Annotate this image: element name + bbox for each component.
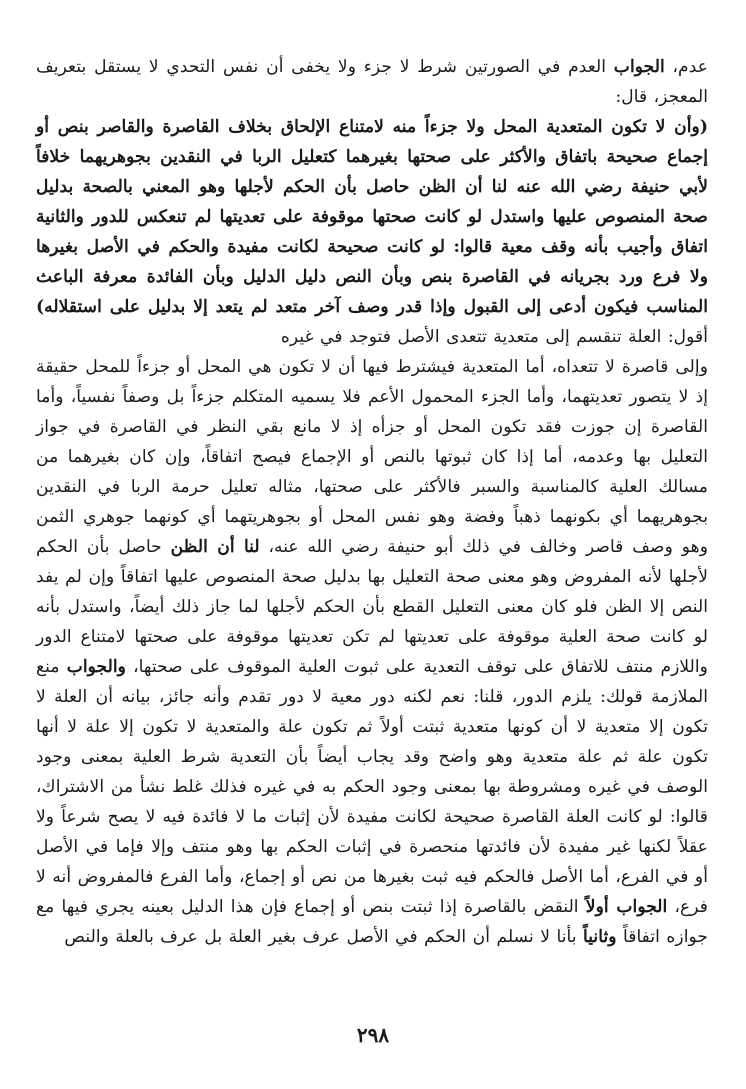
text-run: بأنا لا نسلم أن الحكم في الأصل عرف بغير العلة بل عرف بالعلة والنص: [64, 927, 583, 947]
text-run: أقول: العلة تنقسم إلى متعدية تتعدى الأصل فتوجد في غيره: [280, 327, 708, 347]
text-run: النقض بالقاصرة إذا ثبتت بنص أو إجماع فإن هذا الدليل بعينه يجري فيها مع جوازه اتفاقاً: [36, 897, 708, 947]
text-run: منع الملازمة قولك: يلزم الدور، قلنا: نعم لكنه دور معية لا دور تقدم وأنه جائز، بيانه أن العلة لا تكون إلا متعدية لا أن كونها متعدية ثبتت أولاً ثم تكون علة والمتعدية لا تكون إلا علة لا أنها تكون علة ثم علة متعدية وهو واضح وقد يجاب أيضاً بأن التعدية شرط العلية بمعنى وجود الوصف في غيره ومشروطة بها بمعنى وجود الحكم به في غيره فذلك غلط نشأ من الاشتراك، قالوا: لو كانت العلة القاصرة صحيحة لكانت مفيدة لأن إثبات ما لا فائدة فيه لا يصح شرعاً ولا عقلاً لكنها غير مفيدة لأن فائدتها منحصرة في إثبات الحكم بها وهو منتف وإلا فإما في الأصل أو في الفرع، أما الأصل فالحكم فيه ثبت بغيرها من نص أو إجماع، وأما الفرع فالمفروض أنه لا فرع،: [36, 657, 708, 917]
text-run-bold: لنا أن الظن: [170, 537, 260, 557]
text-run: عدم،: [664, 57, 708, 77]
intro-paragraph: [36, 52, 708, 112]
text-run: حاصل بأن الحكم لأجلها لأنه المفروض وهو معنى صحة التعليل بها بدليل صحة المنصوص عليها اتفاقاً وإن لم يفد النص إلا الظن فلو كان معنى التعليل القطع بأن الحكم لأجلها لما جاز ذلك أيضاً، واستدل بأنه لو كانت صحة العلية موقوفة على تعديتها لم تكن تعديتها موقوفة على صحتها لامتناع الدور واللازم منتف للاتفاق على توقف التعدية على ثبوت العلية الموقوف على صحتها،: [36, 537, 708, 677]
matn-paragraph: [36, 112, 708, 352]
text-run-bold: والجواب: [66, 657, 126, 677]
text-run: العدم في الصورتين شرط لا جزء ولا يخفى أن نفس التحدي لا يستقل بتعريف المعجز، قال:: [36, 57, 708, 107]
page-number: ٢٩٨: [356, 1023, 390, 1047]
sharh-paragraph: [36, 352, 708, 952]
matn-quoted-text: (وأن لا تكون المتعدية المحل ولا جزءاً منه لامتناع الإلحاق بخلاف القاصرة والقاصر بنص أو إجماع صحيحة باتفاق والأكثر على صحتها بغيرهما كتعليل الربا في النقدين بجوهريهما خلافاً لأبي حنيفة رضي الله عنه لنا أن الظن حاصل بأن الحكم لأجلها وهو المعني بالصحة بدليل صحة المنصوص عليها واستدل لو كانت صحتها موقوفة على تعديتها لم تنعكس للدور والثانية اتفاق وأجيب بأنه وقف معية قالوا: لو كانت صحيحة لكانت مفيدة والحكم في الأصل بغيرها ولا فرع ورد بجريانه في القاصرة بنص وبأن النص دليل الدليل وبأن الفائدة معرفة الباعث المناسب فيكون أدعى إلى القبول وإذا قدر وصف آخر متعد لم يتعد إلا بدليل على استقلاله): [36, 117, 708, 317]
text-run: وإلى قاصرة لا تتعداه، أما المتعدية فيشترط فيها أن لا تكون هي المحل أو جزءاً للمحل حقيقة إذ لا يتصور تعديتهما، وأما الجزء المحمول الأعم فلا يسميه المتكلم جزءاً بل وصفاً نفسياً، وأما القاصرة إن جوزت فقد تكون المحل أو جزأه إذ لا مانع بقي النظر في القاصرة في جواز التعليل بها وعدمه، أما إذا كان ثبوتها بالنص أو الإجماع فيصح اتفاقاً، وإن كان بغيرهما من مسالك العلية كالمناسبة والسبر فالأكثر على صحتها، مثاله تعليل حرمة الربا في النقدين بجوهريهما أي بكونهما ذهباً وفضة وهو نفس المحل أو بجوهريتهما أي كونهما جوهري الثمن وهو وصف قاصر وخالف في ذلك أبو حنيفة رضي الله عنه،: [36, 357, 708, 557]
text-run-bold: وثانياً: [583, 927, 617, 947]
text-run-bold: الجواب: [613, 57, 665, 77]
text-run-bold: الجواب أولاً: [585, 897, 668, 917]
